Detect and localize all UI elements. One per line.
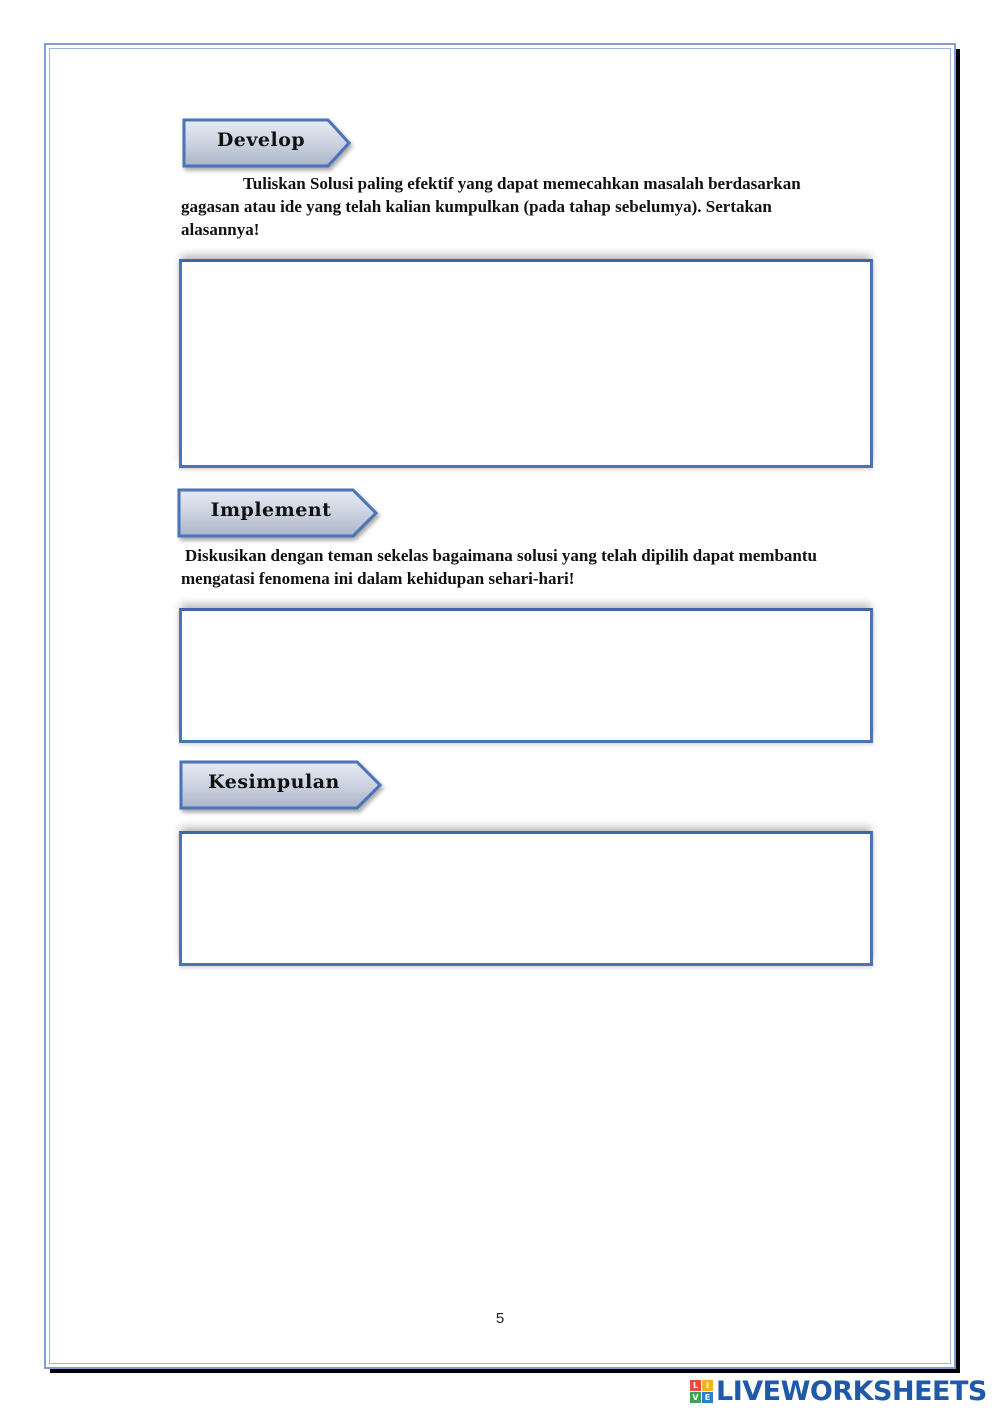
logo-letter: I (702, 1380, 713, 1391)
implement-answer-box[interactable] (179, 608, 873, 743)
implement-instruction-line-1: Diskusikan dengan teman sekelas bagaimana solusi yang telah dipilih dapat membantu (185, 546, 817, 565)
develop-instruction-line-1: Tuliskan Solusi paling efektif yang dapat memecahkan masalah berdasarkan (243, 174, 801, 193)
logo-letter: E (702, 1392, 713, 1403)
develop-instruction (181, 172, 871, 241)
develop-section-tag (182, 118, 354, 168)
develop-instruction-line-2: gagasan atau ide yang telah kalian kumpulkan (pada tahap sebelumya). Sertakan (181, 197, 772, 216)
develop-title: Develop (216, 129, 306, 151)
implement-instruction (181, 544, 881, 590)
develop-answer-box[interactable] (179, 259, 873, 468)
implement-title: Implement (210, 499, 332, 521)
kesimpulan-section-tag (179, 760, 385, 810)
liveworksheets-text: LIVEWORKSHEETS (716, 1375, 987, 1407)
logo-letter: L (690, 1380, 701, 1391)
liveworksheets-logo-icon (690, 1380, 713, 1403)
implement-section-tag (177, 488, 381, 538)
page-number: 5 (495, 1310, 505, 1327)
develop-instruction-line-3: alasannya! (181, 220, 260, 239)
implement-instruction-line-2: mengatasi fenomena ini dalam kehidupan sehari-hari! (181, 569, 575, 588)
kesimpulan-title: Kesimpulan (208, 771, 340, 793)
liveworksheets-brand (690, 1376, 987, 1406)
logo-letter: V (690, 1392, 701, 1403)
kesimpulan-answer-box[interactable] (179, 831, 873, 966)
